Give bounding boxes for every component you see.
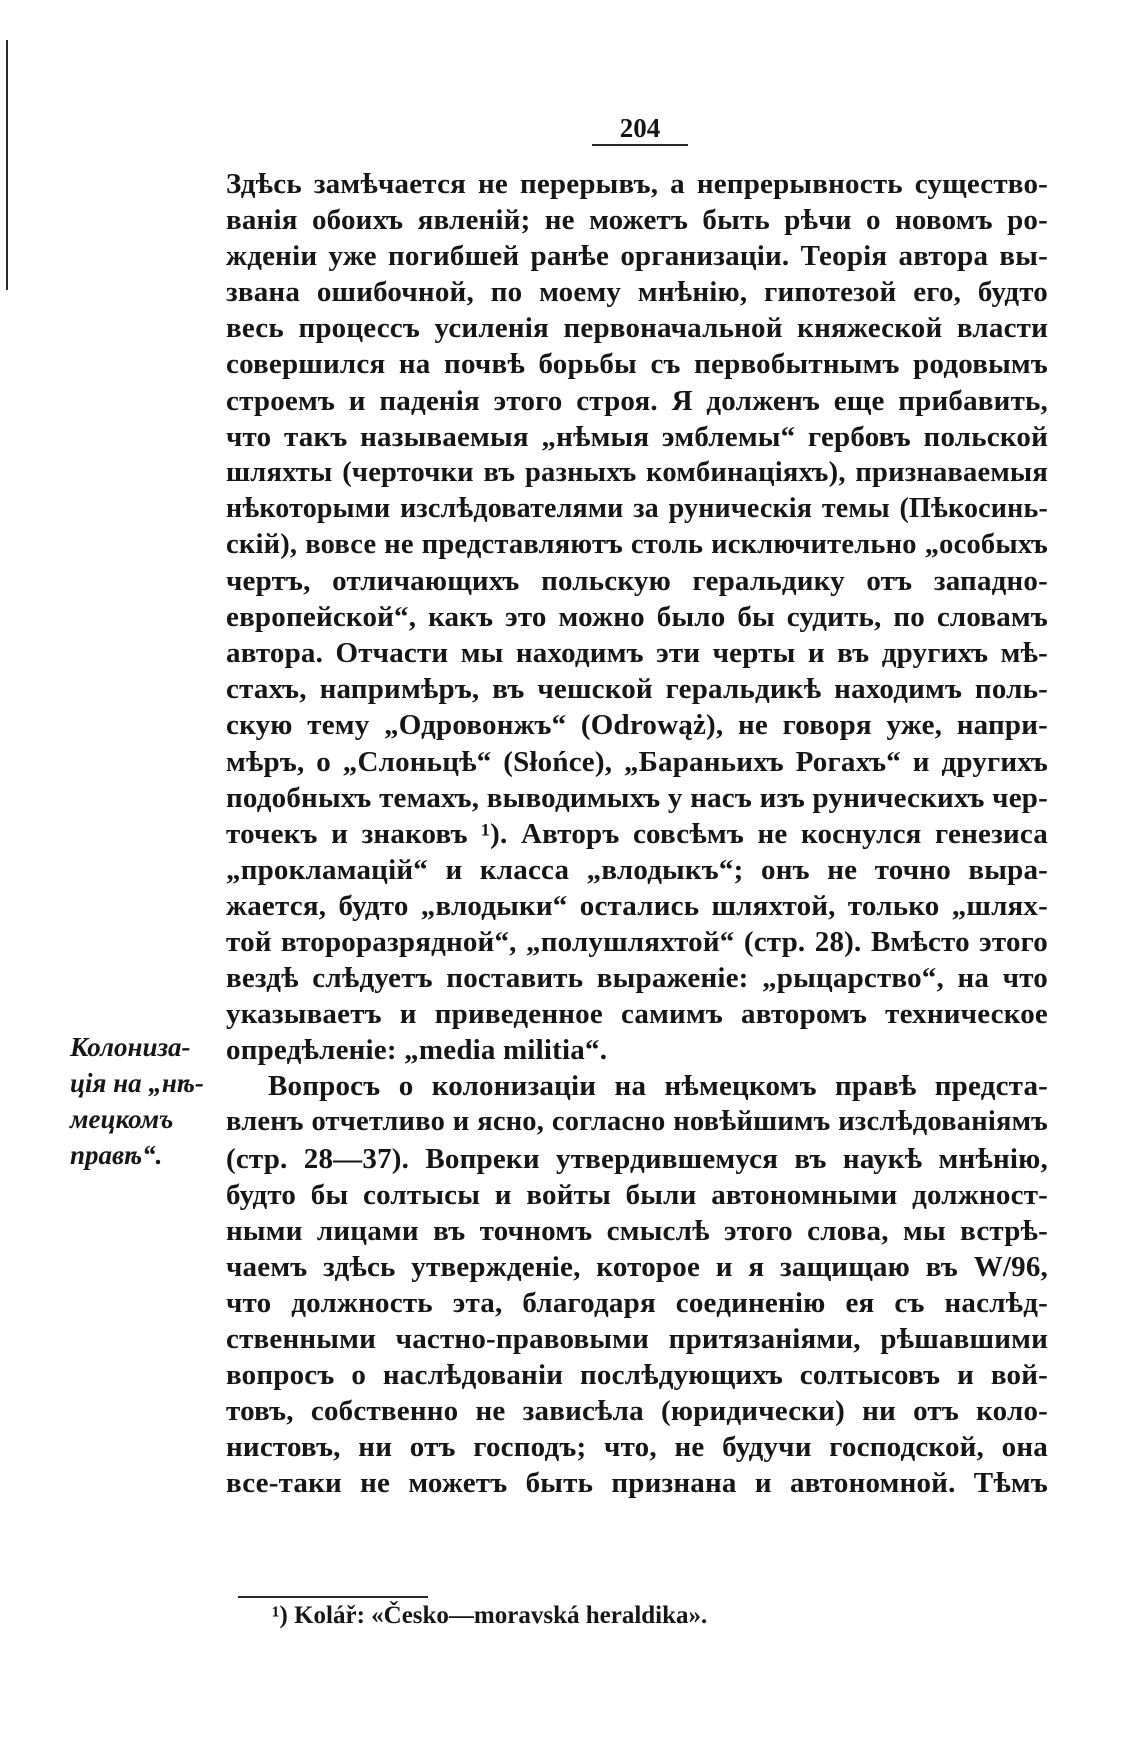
- text-line: подобныхъ темахъ, выводимыхъ у насъ изъ руническихъ чер-: [226, 781, 1048, 814]
- body-text: [226, 166, 1048, 1501]
- text-line: вленъ отчетливо и ясно, согласно новѣйшимъ изслѣдованіямъ: [226, 1106, 1048, 1138]
- page-number: 204: [619, 113, 661, 143]
- text-line: ными лицами въ точномъ смыслѣ этого слова, мы встрѣ-: [226, 1214, 1048, 1247]
- margin-note: [70, 1029, 220, 1173]
- text-line: звана ошибочной, по моему мнѣнію, гипотезой его, будто: [226, 276, 1048, 309]
- text-line: „прокламацій“ и класса „влодыкъ“; онъ не точно выра-: [226, 853, 1048, 886]
- text-line: точекъ и знаковъ ¹). Авторъ совсѣмъ не коснулся генезиса: [226, 817, 1048, 850]
- text-line: скую тему „Одровонжъ“ (Odrowąż), не говоря уже, напри-: [226, 709, 1048, 742]
- text-line: указываетъ и приведенное самимъ авторомъ техническое: [226, 998, 1048, 1031]
- text-line: жденіи уже погибшей ранѣе организаціи. Теорія автора вы-: [226, 240, 1048, 273]
- footnote-text: Kolář: «Česko—moravská heraldika».: [294, 1602, 708, 1629]
- text-line: жается, будто „влодыки“ остались шляхтой, только „шлях-: [226, 889, 1048, 922]
- text-line: будто бы солтысы и войты были автономными должност-: [226, 1178, 1048, 1211]
- footnote: [272, 1600, 707, 1632]
- text-line: чертъ, отличающихъ польскую геральдику отъ западно-: [226, 565, 1048, 598]
- text-line: совершился на почвѣ борьбы съ первобытнымъ родовымъ: [226, 348, 1048, 381]
- text-line: нѣкоторыми изслѣдователями за руническія темы (Пѣкосинь-: [226, 492, 1048, 524]
- text-line: что такъ называемыя „нѣмыя эмблемы“ гербовъ польской: [226, 420, 1048, 453]
- footnote-marker: ¹): [272, 1602, 288, 1629]
- text-line: шляхты (черточки въ разныхъ комбинаціяхъ), признаваемыя: [226, 456, 1048, 488]
- page-number-rule: [592, 144, 688, 146]
- text-line: мѣръ, о „Слоньцѣ“ (Słońce), „Бараньихъ Рогахъ“ и другихъ: [226, 745, 1048, 778]
- margin-note-line: мецкомъ: [70, 1104, 174, 1135]
- text-line: ванія обоихъ явленій; не можетъ быть рѣчи о новомъ ро-: [226, 204, 1048, 237]
- text-line: той второразрядной“, „полушляхтой“ (стр. 28). Вмѣсто этого: [226, 925, 1048, 958]
- text-line: европейской“, какъ это можно было бы судить, по словамъ: [226, 601, 1048, 634]
- text-line: вопросъ о наслѣдованіи послѣдующихъ солтысовъ и вой-: [226, 1359, 1048, 1392]
- text-line: ственными частно-правовыми притязаніями, рѣшавшими: [226, 1323, 1048, 1355]
- text-line: опредѣленіе: „media militia“.: [226, 1034, 608, 1067]
- text-line: (стр. 28—37). Вопреки утвердившемуся въ наукѣ мнѣнію,: [226, 1142, 1048, 1175]
- text-line: нистовъ, ни отъ господъ; что, не будучи господской, она: [226, 1431, 1048, 1464]
- text-line: Вопросъ о колонизаціи на нѣмецкомъ правѣ предста-: [268, 1070, 1048, 1103]
- text-line: стахъ, напримѣръ, въ чешской геральдикѣ находимъ поль-: [226, 673, 1048, 706]
- text-line: весь процессъ усиленія первоначальной княжеской власти: [226, 312, 1048, 345]
- page-edge-line: [6, 40, 8, 290]
- margin-note-line: Колониза-: [70, 1032, 191, 1062]
- text-line: автора. Отчасти мы находимъ эти черты и въ другихъ мѣ-: [226, 637, 1048, 670]
- text-line: Здѣсь замѣчается не перерывъ, а непрерывность существо-: [226, 168, 1048, 200]
- text-line: чаемъ здѣсь утвержденіе, которое и я защищаю въ W/96,: [226, 1250, 1048, 1283]
- text-line: что должность эта, благодаря соединенію ея съ наслѣд-: [226, 1286, 1048, 1319]
- text-line: строемъ и паденія этого строя. Я долженъ еще прибавить,: [226, 384, 1048, 417]
- text-line: товъ, собственно не зависѣла (юридически) ни отъ коло-: [226, 1395, 1048, 1428]
- margin-note-line: ція на „нѣ-: [70, 1068, 204, 1099]
- footnote-rule: [238, 1596, 428, 1598]
- text-line: скій), вовсе не представляютъ столь исключительно „особыхъ: [226, 528, 1048, 560]
- text-line: вездѣ слѣдуетъ поставить выраженіе: „рыцарство“, на что: [226, 962, 1048, 995]
- text-line: все-таки не можетъ быть признана и автономной. Тѣмъ: [226, 1467, 1048, 1500]
- margin-note-line: правѣ“.: [70, 1140, 163, 1171]
